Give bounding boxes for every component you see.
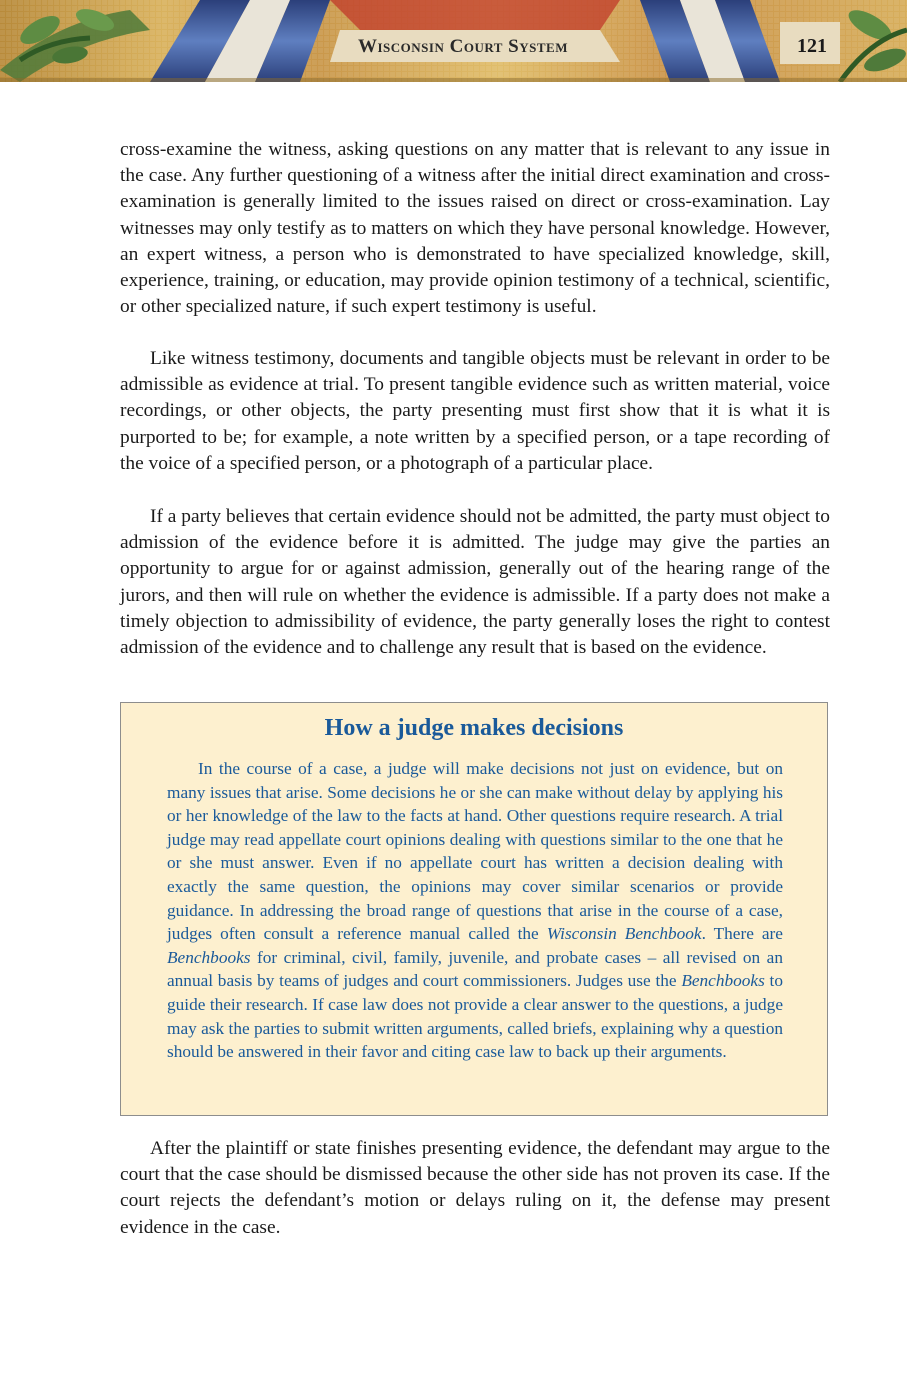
body-paragraph-2 — [120, 346, 830, 477]
paragraph-text: After the plaintiff or state finishes presenting evidence, the defendant may argue to the court that the case should be dismissed because the other side has not proven its case. If the court rejects the defendant’s motion or delays ruling on it, the defense may present evidence in the case. — [120, 1138, 830, 1238]
sidebar-text-part: for criminal, civil, family, juvenile, and probate cases – all revised on an annual basis by teams of judges and court commissioners. Judges use the — [167, 947, 783, 991]
paragraph-text: Like witness testimony, documents and tangible objects must be relevant in order to be admissible as evidence at trial. To present tangible evidence such as written material, voice recordings, or other objects, the party presenting must first show that it is what it is purported to be; for example, a note written by a specified person, or a tape recording of the voice of a specified person, or a photograph of a particular place. — [120, 348, 830, 474]
paragraph-text: If a party believes that certain evidence should not be admitted, the party must object to admission of the evidence before it is admitted. The judge may give the parties an opportunity to argue for or against admission, generally out of the hearing range of the jurors, and then will rule on whether the evidence is admissible. If a party does not make a timely objection to admissibility of evidence, the party generally loses the right to contest admission of the evidence and to challenge any result that is based on the evidence. — [120, 506, 830, 659]
header-banner — [0, 0, 907, 82]
sidebar-box — [120, 702, 828, 1116]
body-paragraph-3 — [120, 504, 830, 661]
sidebar-italic-title: Benchbooks — [167, 947, 251, 967]
body-paragraph-1 — [120, 137, 830, 320]
running-head: Wisconsin Court System — [358, 36, 568, 57]
sidebar-text-part: to guide their research. If case law does not provide a clear answer to the questions, a judge may ask the parties to submit written arguments, called briefs, explaining why a question should be answered in their favor and citing case law to back up their arguments. — [167, 971, 783, 1062]
sidebar-title: How a judge makes decisions — [324, 715, 624, 741]
sidebar-italic-title: Benchbooks — [681, 971, 765, 991]
body-paragraph-4 — [120, 1136, 830, 1241]
sidebar-text-part: In the course of a case, a judge will make decisions not just on evidence, but on many issues that arise. Some decisions he or she can make without delay by applying his or her knowledge of the law to the facts at hand. Other questions require research. A trial judge may read appellate court opinions dealing with questions similar to the one that he or she must answer. Even if no appellate court has written a decision dealing with exactly the same question, the opinions may cover similar scenarios or provide guidance. In addressing the broad range of questions that arise in the course of a case, judges often consult a reference manual called the — [167, 759, 783, 944]
paragraph-text: cross-examine the witness, asking questions on any matter that is relevant to any issue in the case. Any further questioning of a witness after the initial direct examination and cross-examination is generally limited to the issues raised on direct or cross-examination. Lay witnesses may only testify as to matters on which they have personal knowledge. However, an expert witness, a person who is demonstrated to have specialized knowledge, skill, experience, training, or education, may provide opinion testimony of a technical, scientific, or other specialized nature, if such expert testimony is useful. — [120, 139, 830, 318]
sidebar-text-part: . There are — [701, 924, 783, 944]
sidebar-text — [167, 757, 783, 1064]
sidebar-italic-title: Wisconsin Benchbook — [546, 924, 702, 944]
page-number: 121 — [797, 35, 827, 57]
